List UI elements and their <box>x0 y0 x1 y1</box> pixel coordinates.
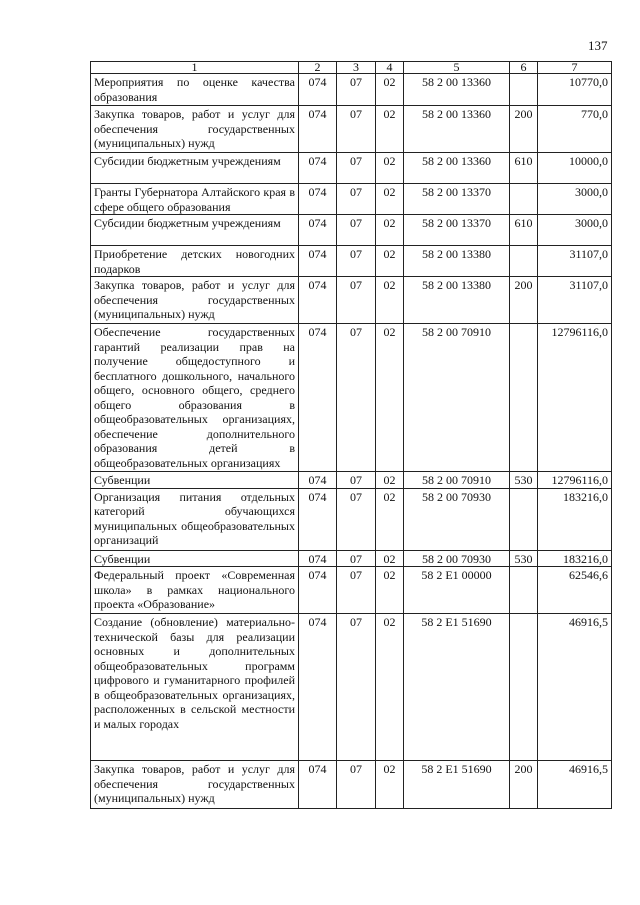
row-name-cell: Субвенции <box>91 550 299 567</box>
subsection-code-cell: 02 <box>376 488 404 550</box>
column-header: 4 <box>376 62 404 74</box>
table-row <box>91 106 612 153</box>
column-header: 5 <box>404 62 510 74</box>
target-article-cell: 58 2 00 70910 <box>404 472 510 489</box>
subsection-code-cell: 02 <box>376 106 404 153</box>
table-row <box>91 153 612 184</box>
table-row <box>91 614 612 761</box>
ministry-code-cell: 074 <box>299 550 337 567</box>
amount-cell: 12796116,0 <box>538 472 612 489</box>
target-article-cell: 58 2 00 13360 <box>404 153 510 184</box>
subsection-code-cell: 02 <box>376 550 404 567</box>
table-row <box>91 74 612 106</box>
expense-type-cell: 610 <box>510 215 538 246</box>
amount-cell: 46916,5 <box>538 761 612 809</box>
expense-type-cell: 200 <box>510 277 538 324</box>
table-row <box>91 550 612 567</box>
subsection-code-cell: 02 <box>376 567 404 614</box>
ministry-code-cell: 074 <box>299 567 337 614</box>
ministry-code-cell: 074 <box>299 246 337 277</box>
section-code-cell: 07 <box>337 488 376 550</box>
expense-type-cell <box>510 74 538 106</box>
amount-cell: 183216,0 <box>538 550 612 567</box>
target-article-cell: 58 2 00 13380 <box>404 277 510 324</box>
section-code-cell: 07 <box>337 74 376 106</box>
section-code-cell: 07 <box>337 153 376 184</box>
expense-type-cell: 610 <box>510 153 538 184</box>
ministry-code-cell: 074 <box>299 488 337 550</box>
amount-cell: 183216,0 <box>538 488 612 550</box>
amount-cell: 46916,5 <box>538 614 612 761</box>
row-name-cell: Организация питания отдельных категорий обучающихся муниципальных общеобразовательных организаций <box>91 488 299 550</box>
section-code-cell: 07 <box>337 106 376 153</box>
amount-cell: 12796116,0 <box>538 324 612 472</box>
table-row <box>91 215 612 246</box>
section-code-cell: 07 <box>337 567 376 614</box>
table-row <box>91 324 612 472</box>
table-row <box>91 184 612 215</box>
table-row <box>91 246 612 277</box>
ministry-code-cell: 074 <box>299 277 337 324</box>
subsection-code-cell: 02 <box>376 153 404 184</box>
row-name-cell: Субвенции <box>91 472 299 489</box>
subsection-code-cell: 02 <box>376 277 404 324</box>
subsection-code-cell: 02 <box>376 246 404 277</box>
table-row <box>91 488 612 550</box>
row-name-cell: Закупка товаров, работ и услуг для обеспечения государственных (муниципальных) нужд <box>91 277 299 324</box>
subsection-code-cell: 02 <box>376 184 404 215</box>
table-row <box>91 472 612 489</box>
subsection-code-cell: 02 <box>376 761 404 809</box>
row-name-cell: Гранты Губернатора Алтайского края в сфере общего образования <box>91 184 299 215</box>
target-article-cell: 58 2 00 13370 <box>404 184 510 215</box>
target-article-cell: 58 2 00 13360 <box>404 106 510 153</box>
section-code-cell: 07 <box>337 472 376 489</box>
target-article-cell: 58 2 00 13370 <box>404 215 510 246</box>
target-article-cell: 58 2 E1 51690 <box>404 761 510 809</box>
section-code-cell: 07 <box>337 215 376 246</box>
target-article-cell: 58 2 00 13360 <box>404 74 510 106</box>
expense-type-cell <box>510 324 538 472</box>
table-row <box>91 567 612 614</box>
amount-cell: 3000,0 <box>538 215 612 246</box>
row-name-cell: Субсидии бюджетным учреждениям <box>91 215 299 246</box>
section-code-cell: 07 <box>337 761 376 809</box>
subsection-code-cell: 02 <box>376 324 404 472</box>
target-article-cell: 58 2 00 13380 <box>404 246 510 277</box>
subsection-code-cell: 02 <box>376 472 404 489</box>
expense-type-cell <box>510 488 538 550</box>
target-article-cell: 58 2 E1 51690 <box>404 614 510 761</box>
ministry-code-cell: 074 <box>299 472 337 489</box>
column-header: 1 <box>91 62 299 74</box>
expense-type-cell <box>510 184 538 215</box>
target-article-cell: 58 2 00 70910 <box>404 324 510 472</box>
amount-cell: 3000,0 <box>538 184 612 215</box>
row-name-cell: Приобретение детских новогодних подарков <box>91 246 299 277</box>
column-header: 6 <box>510 62 538 74</box>
section-code-cell: 07 <box>337 324 376 472</box>
expense-type-cell: 200 <box>510 106 538 153</box>
ministry-code-cell: 074 <box>299 184 337 215</box>
column-header: 2 <box>299 62 337 74</box>
row-name-cell: Создание (обновление) материально-технической базы для реализации основных и дополнительных общеобразовательных программ цифрового и гуманитарного профилей в общеобразовательных организациях, расположенных в сельской местности и малых городах <box>91 614 299 761</box>
section-code-cell: 07 <box>337 614 376 761</box>
target-article-cell: 58 2 E1 00000 <box>404 567 510 614</box>
page-number: 137 <box>588 38 608 53</box>
row-name-cell: Закупка товаров, работ и услуг для обеспечения государственных (муниципальных) нужд <box>91 106 299 153</box>
column-header: 3 <box>337 62 376 74</box>
row-name-cell: Мероприятия по оценке качества образования <box>91 74 299 106</box>
amount-cell: 770,0 <box>538 106 612 153</box>
section-code-cell: 07 <box>337 246 376 277</box>
expense-type-cell <box>510 567 538 614</box>
subsection-code-cell: 02 <box>376 74 404 106</box>
section-code-cell: 07 <box>337 184 376 215</box>
expense-type-cell: 530 <box>510 550 538 567</box>
section-code-cell: 07 <box>337 277 376 324</box>
row-name-cell: Субсидии бюджетным учреждениям <box>91 153 299 184</box>
expense-type-cell: 530 <box>510 472 538 489</box>
amount-cell: 10000,0 <box>538 153 612 184</box>
target-article-cell: 58 2 00 70930 <box>404 488 510 550</box>
expense-type-cell <box>510 614 538 761</box>
amount-cell: 62546,6 <box>538 567 612 614</box>
ministry-code-cell: 074 <box>299 761 337 809</box>
row-name-cell: Федеральный проект «Современная школа» в рамках национального проекта «Образование» <box>91 567 299 614</box>
table-row <box>91 761 612 809</box>
row-name-cell: Обеспечение государственных гарантий реализации прав на получение общедоступного и бесплатного дошкольного, начального общего, основного общего, среднего общего образования в общеобразовательных организациях, обеспечение дополнительного образования детей в общеобразовательных организациях <box>91 324 299 472</box>
ministry-code-cell: 074 <box>299 215 337 246</box>
ministry-code-cell: 074 <box>299 106 337 153</box>
subsection-code-cell: 02 <box>376 215 404 246</box>
row-name-cell: Закупка товаров, работ и услуг для обеспечения государственных (муниципальных) нужд <box>91 761 299 809</box>
ministry-code-cell: 074 <box>299 74 337 106</box>
header-row <box>91 62 612 74</box>
column-header: 7 <box>538 62 612 74</box>
table-row <box>91 277 612 324</box>
expense-type-cell: 200 <box>510 761 538 809</box>
amount-cell: 31107,0 <box>538 277 612 324</box>
target-article-cell: 58 2 00 70930 <box>404 550 510 567</box>
budget-table <box>90 61 612 809</box>
ministry-code-cell: 074 <box>299 153 337 184</box>
amount-cell: 31107,0 <box>538 246 612 277</box>
expense-type-cell <box>510 246 538 277</box>
ministry-code-cell: 074 <box>299 324 337 472</box>
amount-cell: 10770,0 <box>538 74 612 106</box>
section-code-cell: 07 <box>337 550 376 567</box>
ministry-code-cell: 074 <box>299 614 337 761</box>
subsection-code-cell: 02 <box>376 614 404 761</box>
